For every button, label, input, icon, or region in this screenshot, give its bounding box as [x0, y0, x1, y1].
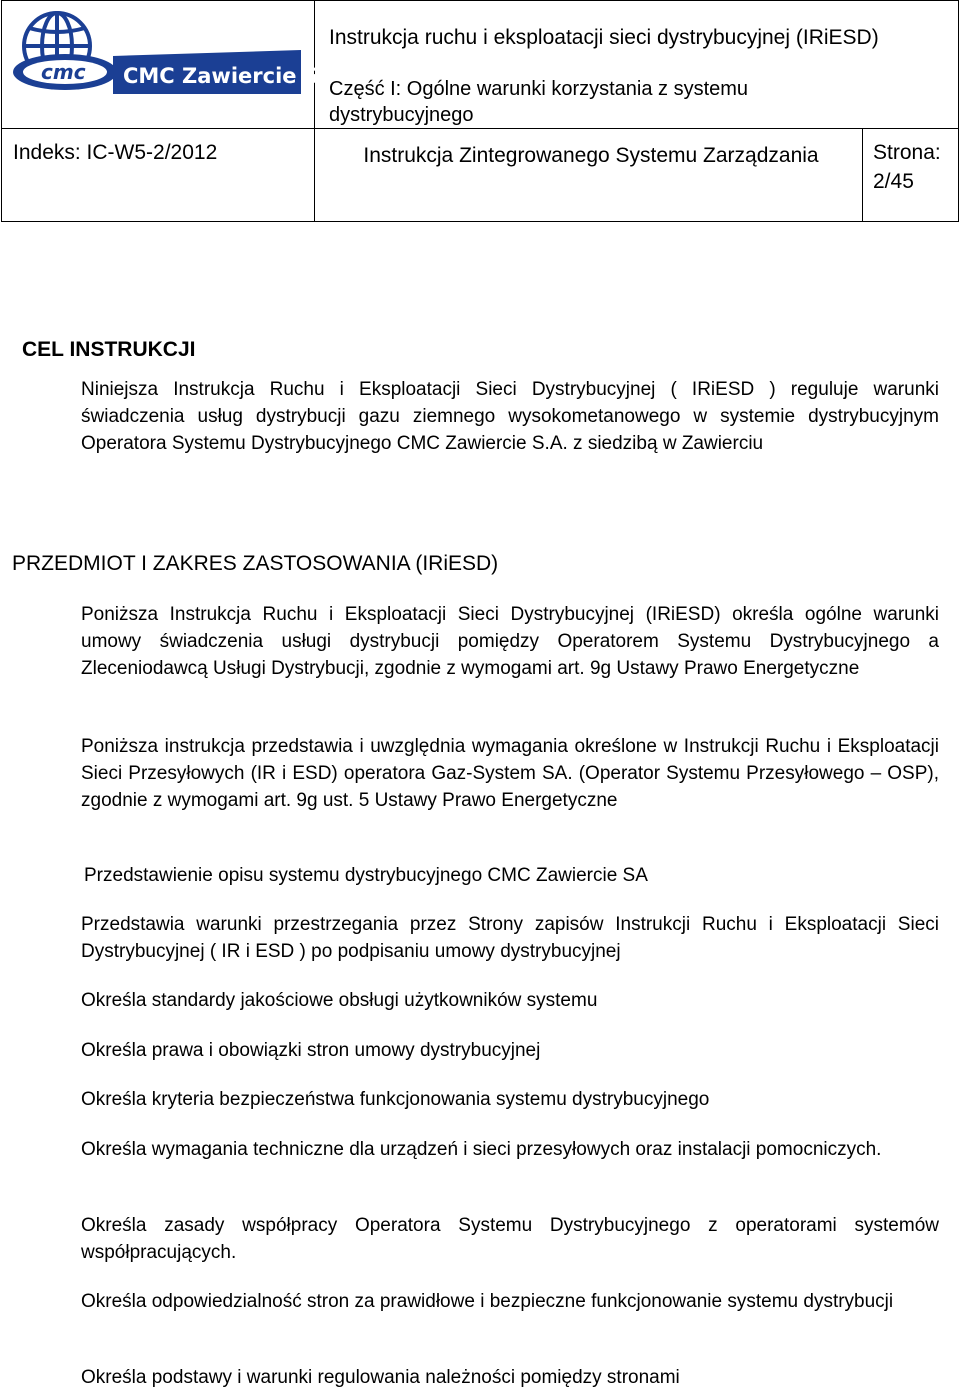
przedmiot-paragraph-1: Poniższa Instrukcja Ruchu i Eksploatacji Sieci Dystrybucyjnej (IRiESD) określa ogólne warunki umowy świadczenia usługi dystrybucji pomiędzy Operatorem Systemu Dystrybucyjnego a Zleceniodawcą Usługi Dystrybucji, zgodnie z wymogami art. 9g Ustawy Prawo Energetyczne [81, 604, 939, 679]
przedmiot-paragraph-11: Określa podstawy i warunki regulowania należności pomiędzy stronami [81, 1367, 680, 1388]
przedmiot-paragraph-4: Przedstawia warunki przestrzegania przez Strony zapisów Instrukcji Ruchu i Eksploatacji Sieci Dystrybucyjnej ( IR i ESD ) po podpisaniu umowy dystrybucyjnej [81, 914, 939, 962]
svg-text:CMC Zawiercie S.A.: CMC Zawiercie S.A. [123, 64, 352, 88]
cel-paragraph: Niniejsza Instrukcja Ruchu i Eksploatacji Sieci Dystrybucyjnej ( IRiESD ) reguluje warunki świadczenia usług dystrybucji gazu ziemnego wysokometanowego w systemie dystrybucyjnym Operatora Systemu Dystrybucyjnego CMC Zawiercie S.A. z siedzibą w Zawierciu [81, 379, 939, 454]
document-index: Indeks: IC-W5-2/2012 [13, 141, 218, 164]
svg-text:cmc: cmc [41, 60, 86, 84]
przedmiot-paragraph-2: Poniższa instrukcja przedstawia i uwzględnia wymagania określone w Instrukcji Ruchu i Eksploatacji Sieci Przesyłowych (IR i ESD) operatora Gaz-System SA. (Operator Systemu Przesyłowego – OSP), zgodnie z wymogami art. 9g ust. 5 Ustawy Prawo Energetyczne [81, 736, 939, 811]
przedmiot-paragraph-6: Określa prawa i obowiązki stron umowy dystrybucyjnej [81, 1040, 541, 1061]
document-title: Instrukcja ruchu i eksploatacji sieci dystrybucyjnej (IRiESD) [329, 26, 879, 49]
przedmiot-paragraph-3: Przedstawienie opisu systemu dystrybucyjnego CMC Zawiercie SA [84, 865, 648, 886]
page-label: Strona: [873, 141, 941, 164]
header-border-right [958, 0, 959, 222]
company-logo [9, 6, 352, 106]
document-part: Część I: Ogólne warunki korzystania z systemu dystrybucyjnego [329, 78, 749, 126]
header-col-divider-1 [314, 0, 315, 222]
przedmiot-paragraph-5: Określa standardy jakościowe obsługi użytkowników systemu [81, 990, 598, 1011]
przedmiot-paragraph-8: Określa wymagania techniczne dla urządzeń i sieci przesyłowych oraz instalacji pomocniczych. [81, 1139, 882, 1160]
page-number: 2/45 [873, 170, 914, 193]
header-border-top [1, 0, 959, 1]
header-border-left [1, 0, 2, 222]
header-divider [1, 128, 959, 129]
przedmiot-paragraph-10: Określa odpowiedzialność stron za prawidłowe i bezpieczne funkcjonowanie systemu dystrybucji [81, 1291, 894, 1312]
document-header [1, 0, 959, 222]
przedmiot-paragraph-7: Określa kryteria bezpieczeństwa funkcjonowania systemu dystrybucyjnego [81, 1089, 710, 1110]
header-col-divider-2 [862, 128, 863, 222]
document-system-name: Instrukcja Zintegrowanego Systemu Zarządzania [363, 144, 819, 167]
przedmiot-paragraph-9: Określa zasady współpracy Operatora Systemu Dystrybucyjnego z operatorami systemów współpracujących. [81, 1215, 939, 1263]
header-border-bottom [1, 221, 959, 222]
section-heading-przedmiot: PRZEDMIOT I ZAKRES ZASTOSOWANIA (IRiESD) [12, 552, 499, 575]
section-heading-cel: CEL INSTRUKCJI [22, 338, 196, 361]
